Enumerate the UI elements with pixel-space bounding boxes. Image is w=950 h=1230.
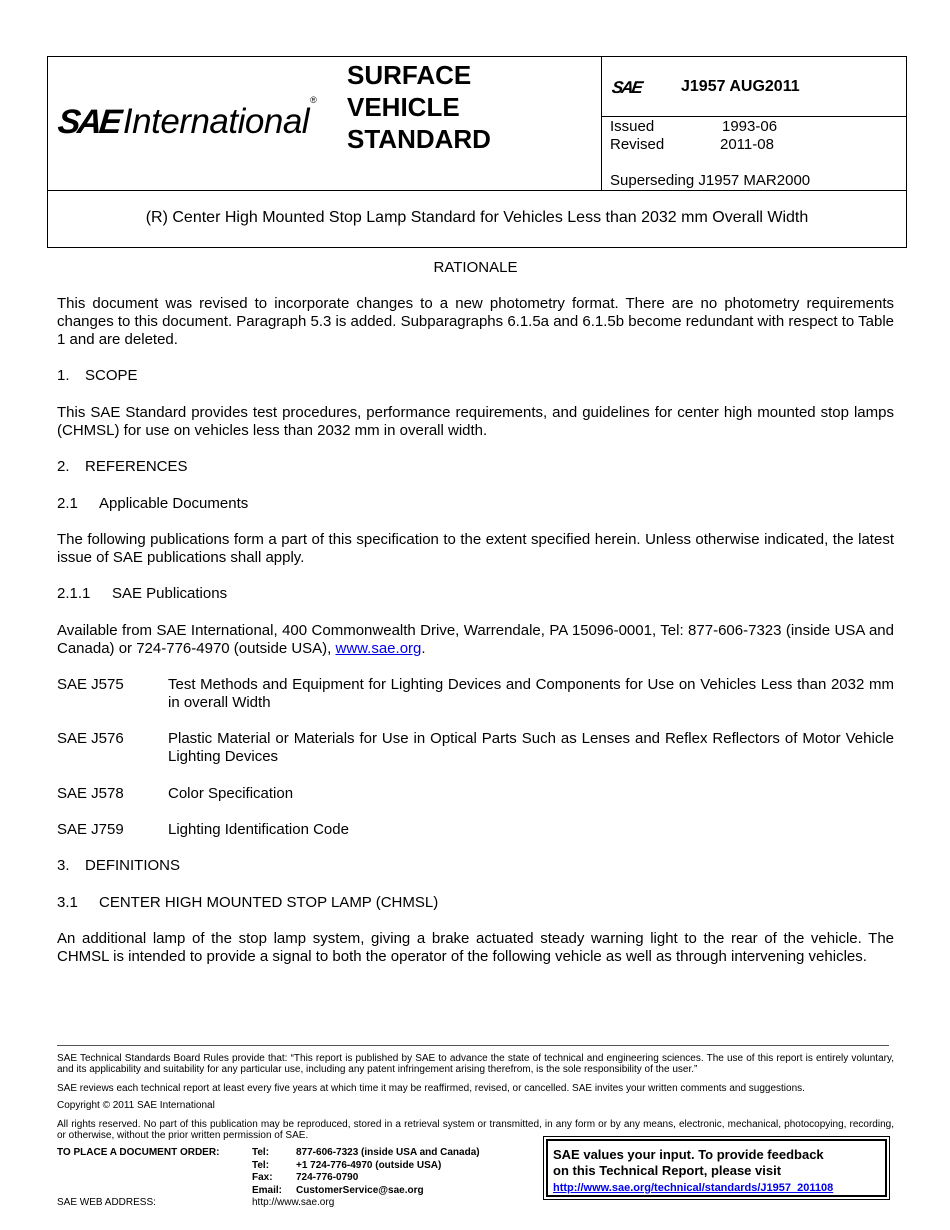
feedback-link[interactable]: http://www.sae.org/technical/standards/J1957_201108 [553, 1182, 834, 1194]
order-label: TO PLACE A DOCUMENT ORDER: [57, 1147, 220, 1158]
tel-label: Tel: [252, 1147, 270, 1158]
reference-item: SAE J578 Color Specification [57, 785, 294, 802]
tel-intl-value: +1 724-776-4970 (outside USA) [296, 1160, 442, 1171]
sae-mini-logo: SAE [610, 78, 643, 97]
email-value[interactable]: CustomerService@sae.org [296, 1185, 424, 1196]
sae-international-logo: SAE International ® [56, 95, 317, 141]
section-2-1-1-heading: 2.1.1 SAE Publications [57, 585, 228, 602]
section-2-heading: 2. REFERENCES [57, 458, 188, 475]
header-right-divider [601, 116, 906, 117]
rationale-heading: RATIONALE [433, 259, 518, 276]
applicable-documents-text: The following publications form a part of this specification to the extent specified herein. Unless otherwise indicated, the latest issue of SAE publications shall apply. [57, 531, 894, 566]
section-2-1-heading: 2.1 Applicable Documents [57, 495, 249, 512]
reference-item: SAE J576 Plastic Material or Materials for Use in Optical Parts Such as Lenses and Reflex Reflectors of Motor Vehicle Lighting Devices [57, 730, 894, 765]
email-label: Email: [252, 1185, 283, 1196]
footer-copyright: Copyright © 2011 SAE International [57, 1100, 215, 1111]
section-3-1-heading: 3.1 CENTER HIGH MOUNTED STOP LAMP (CHMSL) [57, 894, 439, 911]
header-divider [48, 190, 906, 191]
fax-value: 724-776-0790 [296, 1172, 359, 1183]
scope-text: This SAE Standard provides test procedures, performance requirements, and guidelines for center high mounted stop lamps (CHMSL) for use on vehicles less than 2032 mm in overall width. [57, 404, 894, 439]
tel-intl-label: Tel: [252, 1160, 270, 1171]
document-number: J1957 AUG2011 [681, 78, 800, 95]
superseding-note: Superseding J1957 MAR2000 [610, 172, 811, 189]
reference-item: SAE J575 Test Methods and Equipment for Lighting Devices and Components for Use on Vehicles Less than 2032 mm in overall Width [57, 676, 894, 711]
fax-label: Fax: [252, 1172, 273, 1183]
feedback-line-1: SAE values your input. To provide feedback [553, 1147, 824, 1162]
rationale-text: This document was revised to incorporate changes to a new photometry format. There are no photometry requirements changes to this document. Paragraph 5.3 is added. Subparagraphs 6.1.5a and 6.1.5b become redundant with respect to Table 1 and are deleted. [57, 295, 894, 348]
revised-date: 2011-08 [720, 136, 774, 153]
reference-item: SAE J759 Lighting Identification Code [57, 821, 349, 838]
document-title: (R) Center High Mounted Stop Lamp Standard for Vehicles Less than 2032 mm Overall Width [145, 209, 809, 226]
sae-publications-text: Available from SAE International, 400 Commonwealth Drive, Warrendale, PA 15096-0001, Tel: 877-606-7323 (inside USA and Canada) or 724-776-4970 (outside USA), www.sae.org. [57, 622, 894, 657]
issued-date: 1993-06 [722, 118, 778, 135]
sae-website-link[interactable]: www.sae.org [335, 640, 422, 657]
chmsl-definition-text: An additional lamp of the stop lamp system, giving a brake actuated steady warning light to the rear of the vehicle. The CHMSL is intended to provide a signal to both the operator of the following vehicle as well as through intervening vehicles. [57, 930, 894, 965]
section-3-heading: 3. DEFINITIONS [57, 857, 181, 874]
footer-review-text: SAE reviews each technical report at least every five years at which time it may be reaffirmed, revised, or cancelled. SAE invites your written comments and suggestions. [57, 1083, 805, 1094]
tel-value: 877-606-7323 (inside USA and Canada) [296, 1147, 480, 1158]
web-address-value[interactable]: http://www.sae.org [252, 1197, 335, 1208]
header-column-divider [601, 57, 602, 190]
feedback-box [543, 1136, 890, 1200]
document-header [47, 56, 907, 248]
web-address-label: SAE WEB ADDRESS: [57, 1197, 156, 1208]
issued-label: Issued [610, 118, 655, 135]
revised-label: Revised [610, 136, 665, 153]
footer-rights-text: All rights reserved. No part of this publication may be reproduced, stored in a retrieval system or transmitted, in any form or by any means, electronic, mechanical, photocopying, recording, or otherwise, without the prior written permission of SAE. [57, 1119, 894, 1141]
feedback-line-2: on this Technical Report, please visit [553, 1163, 782, 1178]
document-type: SURFACE VEHICLE STANDARD [347, 60, 491, 154]
footer-rules-text: SAE Technical Standards Board Rules provide that: “This report is published by SAE to advance the state of technical and engineering sciences. The use of this report is entirely voluntary, and its applicability and suitability for any particular use, including any patent infringement arising therefrom, is the sole responsibility of the user.” [57, 1053, 894, 1075]
footer-rule [57, 1045, 889, 1046]
section-1-heading: 1. SCOPE [57, 367, 138, 384]
